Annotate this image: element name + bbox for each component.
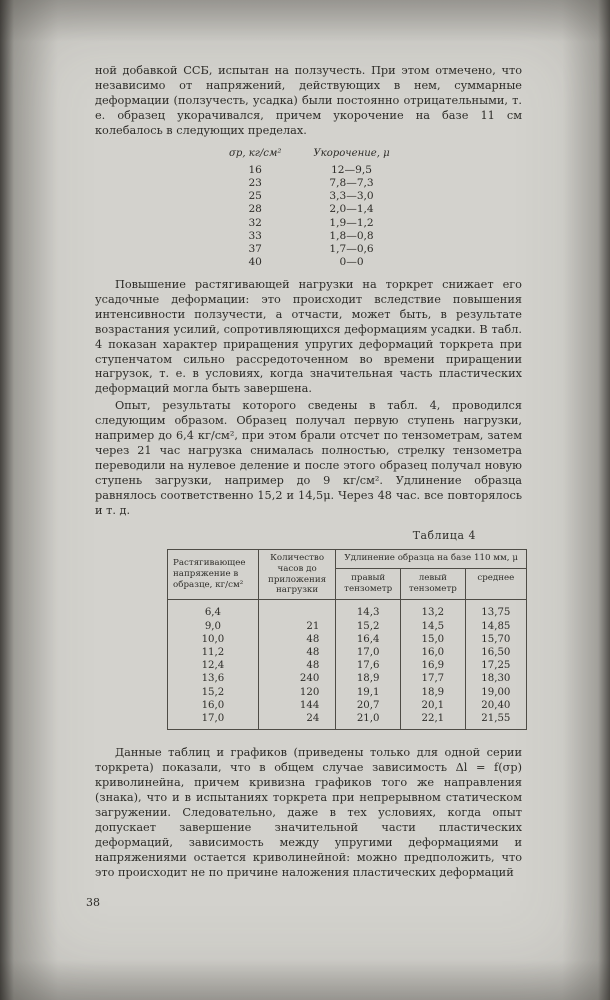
shortening-table-body <box>213 164 406 269</box>
shortening-cell: 1,7—0,6 <box>329 242 374 255</box>
table-4-cell: 48 <box>258 660 335 673</box>
table-4-cell: 17,0 <box>336 647 401 660</box>
table-4-cell: 15,2 <box>168 686 259 699</box>
table-header-row <box>213 148 406 165</box>
shortening-cell: 12—9,5 <box>331 164 372 177</box>
shortening-cell: 40 <box>248 255 262 268</box>
table-4-cell: 16,0 <box>168 699 259 712</box>
table-row <box>168 686 527 699</box>
table-4-cell: 14,3 <box>336 600 401 620</box>
shortening-cell: 7,8—7,3 <box>329 177 374 190</box>
table-4-body <box>168 600 527 730</box>
col-header-right-tensometer: правый тензометр <box>336 568 401 600</box>
paragraph-conclusions: Данные таблиц и графиков (приведены только для одной серии торкрета) показали, что в общем случае зависимость Δl = f(σp) криволинейна, причем кривизна графиков того же направления (знака), что и в испытаниях торкрета при непрерывном статическом загружении. Следовательно, даже в тех условиях, когда опыт допускает завершение значительной части пластических деформаций, зависимость между упругими деформациями и напряжениями остается криволинейной: можно предположить, что это происходит не по причине наложения пластических деформаций <box>95 746 522 879</box>
table-4-cell: 20,1 <box>401 699 466 712</box>
page-number: 38 <box>86 896 100 909</box>
table-4-cell: 20,7 <box>336 699 401 712</box>
table-4-cell: 144 <box>258 699 335 712</box>
table-4-cell: 14,85 <box>465 620 526 633</box>
shortening-table-header <box>213 148 406 165</box>
table-row <box>168 660 527 673</box>
table-row <box>168 647 527 660</box>
col-header-left-tensometer: левый тензометр <box>401 568 466 600</box>
shortening-cell: 16 <box>248 164 262 177</box>
paragraph-load-increase: Повышение растягивающей нагрузки на торкрет снижает его усадочные деформации: это происходит вследствие повышения интенсивности ползучести, а отчасти, может быть, в результате возрастания усилий, сопротивляющихся деформациям усадки. В табл. 4 показан характер приращения упругих деформаций торкрета при ступенчатом сильно рассредоточенном во времени приращении нагрузок, т. е. в условиях, когда значительная часть пластических деформаций могла быть завершена. <box>95 278 522 396</box>
shortening-cell: 33 <box>248 229 262 242</box>
table-row <box>213 190 406 203</box>
table-4-cell: 15,2 <box>336 620 401 633</box>
table-4-cell: 15,0 <box>401 633 466 646</box>
table-row <box>168 713 527 730</box>
table-4-cell: 22,1 <box>401 713 466 730</box>
col-header-elongation-group: Удлинение образца на базе 110 мм, μ <box>336 549 527 568</box>
table-4-cell: 13,75 <box>465 600 526 620</box>
paragraph-continuation: ной добавкой ССБ, испытан на ползучесть. При этом отмечено, что независимо от напряжений, действующих в нем, суммарные деформации (ползучесть, усадка) были постоянно отрицательными, т. е. образец укорачивался, причем укорочение на базе 11 см колебалось в следующих пределах. <box>95 64 522 137</box>
table-4-cell: 13,2 <box>401 600 466 620</box>
table-row <box>168 633 527 646</box>
table-4-cell: 24 <box>258 713 335 730</box>
table-4-cell: 16,4 <box>336 633 401 646</box>
table-row <box>213 256 406 269</box>
mini-col-header-stress: σp, кг/см² <box>229 147 282 159</box>
table-4-cell: 19,00 <box>465 686 526 699</box>
table-4-cell: 18,9 <box>336 673 401 686</box>
page-text-block <box>95 64 522 883</box>
table-4-cell: 17,0 <box>168 713 259 730</box>
shortening-cell: 37 <box>248 242 262 255</box>
table-row <box>168 600 527 620</box>
table-4-cell: 18,9 <box>401 686 466 699</box>
table-header-row <box>168 549 527 568</box>
col-header-hours-before-load: Количество часов до приложения нагрузки <box>258 549 335 600</box>
table-4-cell: 16,9 <box>401 660 466 673</box>
col-header-average: среднее <box>465 568 526 600</box>
table-4-cell: 21,0 <box>336 713 401 730</box>
table-4-cell: 17,7 <box>401 673 466 686</box>
shortening-table <box>213 148 406 270</box>
table-4-cell: 48 <box>258 647 335 660</box>
shortening-cell: 25 <box>248 190 262 203</box>
table-4-cell: 12,4 <box>168 660 259 673</box>
table-row <box>168 699 527 712</box>
shortening-cell: 32 <box>248 216 262 229</box>
shortening-cell: 0—0 <box>339 255 364 268</box>
table-4-header <box>168 549 527 600</box>
table-4-cell: 16,0 <box>401 647 466 660</box>
table-4 <box>167 549 527 731</box>
shortening-cell: 2,0—1,4 <box>329 203 374 216</box>
table-4-cell: 10,0 <box>168 633 259 646</box>
table-row <box>213 164 406 177</box>
table-row <box>168 673 527 686</box>
table-4-cell: 21,55 <box>465 713 526 730</box>
table-row <box>213 217 406 230</box>
shortening-cell: 23 <box>248 177 262 190</box>
table-4-cell: 16,50 <box>465 647 526 660</box>
table-row <box>213 230 406 243</box>
table-4-caption: Таблица 4 <box>412 528 476 542</box>
table-4-cell: 11,2 <box>168 647 259 660</box>
table-4-cell: 120 <box>258 686 335 699</box>
table-row <box>213 203 406 216</box>
table-4-cell: 18,30 <box>465 673 526 686</box>
shortening-cell: 1,8—0,8 <box>329 229 374 242</box>
shortening-cell: 3,3—3,0 <box>329 190 374 203</box>
table-4-cell <box>258 600 335 620</box>
table-row <box>168 620 527 633</box>
table-4-cell: 17,25 <box>465 660 526 673</box>
shortening-cell: 1,9—1,2 <box>329 216 374 229</box>
table-4-cell: 48 <box>258 633 335 646</box>
table-4-cell: 240 <box>258 673 335 686</box>
table-4-cell: 21 <box>258 620 335 633</box>
table-4-cell: 17,6 <box>336 660 401 673</box>
shortening-cell: 28 <box>248 203 262 216</box>
table-4-cell: 14,5 <box>401 620 466 633</box>
mini-col-header-shortening: Укорочение, μ <box>313 147 390 159</box>
table-4-cell: 13,6 <box>168 673 259 686</box>
table-4-cell: 15,70 <box>465 633 526 646</box>
table-4-cell: 9,0 <box>168 620 259 633</box>
table-row <box>213 243 406 256</box>
table-4-cell: 19,1 <box>336 686 401 699</box>
table-row <box>213 177 406 190</box>
table-4-cell: 20,40 <box>465 699 526 712</box>
col-header-tensile-stress: Растягивающее напряжение в образце, кг/см² <box>168 549 259 600</box>
table-4-cell: 6,4 <box>168 600 259 620</box>
paragraph-experiment: Опыт, результаты которого сведены в табл. 4, проводился следующим образом. Образец получал первую ступень нагрузки, например до 6,4 кг/см², при этом брали отсчет по тензометрам, затем через 21 час нагрузка снималась полностью, стрелку тензометра переводили на нулевое деление и после этого образец получал новую ступень загрузки, например до 9 кг/см². Удлинение образца равнялось соответственно 15,2 и 14,5μ. Через 48 час. все повторялось и т. д. <box>95 399 522 517</box>
